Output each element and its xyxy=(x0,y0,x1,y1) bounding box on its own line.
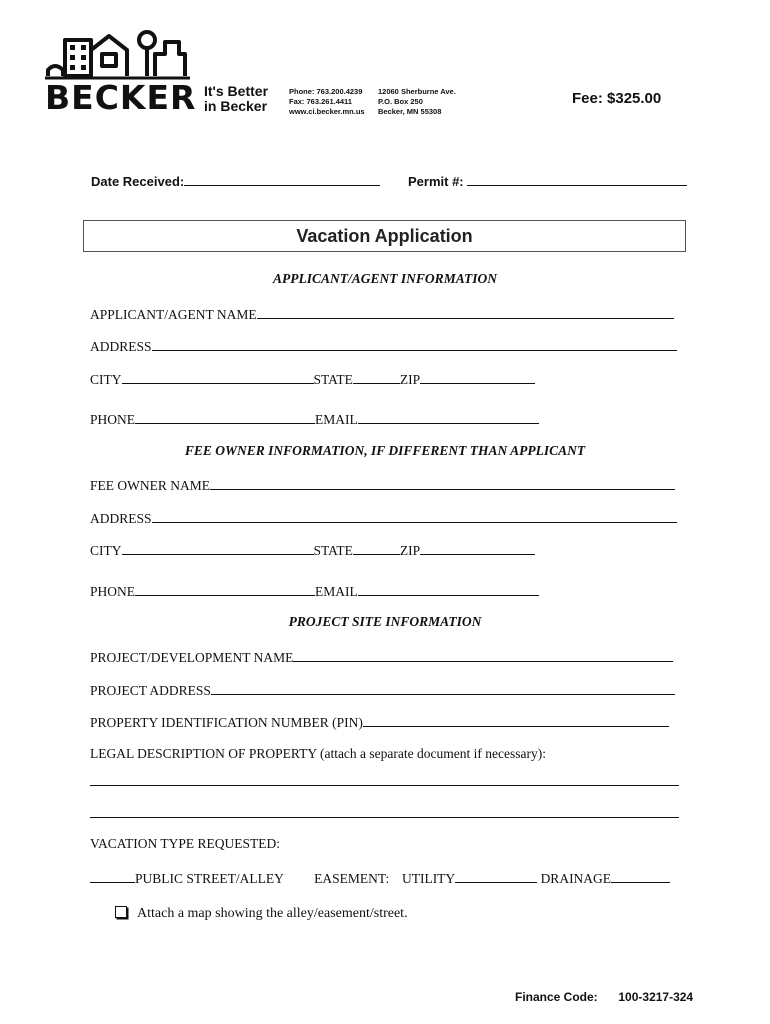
fee-owner-state-field[interactable] xyxy=(353,541,400,555)
applicant-address-label: ADDRESS xyxy=(90,339,152,354)
fee-owner-address-field[interactable] xyxy=(152,509,677,523)
legal-description-row xyxy=(90,746,546,762)
fee-owner-city-field[interactable] xyxy=(122,541,314,555)
fee-owner-name-field[interactable] xyxy=(210,476,675,490)
finance-code-row xyxy=(515,990,693,1004)
project-name-field[interactable] xyxy=(293,648,673,662)
vacation-type-row xyxy=(90,836,280,852)
becker-logo xyxy=(45,28,195,118)
finance-code-label: Finance Code: xyxy=(515,990,598,1004)
applicant-state-label: STATE xyxy=(313,372,353,387)
fee-owner-city-row xyxy=(90,541,535,559)
drainage-label: DRAINAGE xyxy=(540,871,612,886)
fee-owner-phone-label: PHONE xyxy=(90,584,136,599)
applicant-phone-label: PHONE xyxy=(90,412,136,427)
pin-field[interactable] xyxy=(363,713,669,727)
contact-web: www.ci.becker.mn.us xyxy=(289,107,365,116)
applicant-phone-field[interactable] xyxy=(135,410,315,424)
easement-label: EASEMENT: xyxy=(314,871,390,886)
permit-number-field[interactable] xyxy=(467,172,687,186)
logo-wordmark: BECKER xyxy=(45,78,197,117)
fee-owner-email-field[interactable] xyxy=(358,582,539,596)
contact-block-right xyxy=(378,87,456,117)
applicant-zip-field[interactable] xyxy=(420,370,535,384)
drainage-field[interactable] xyxy=(611,869,670,883)
public-street-field[interactable] xyxy=(90,869,135,883)
attach-map-text: Attach a map showing the alley/easement/street. xyxy=(137,906,408,921)
permit-label: Permit #: xyxy=(408,174,464,189)
utility-field[interactable] xyxy=(455,869,537,883)
title-box xyxy=(83,220,686,252)
applicant-phone-row xyxy=(90,410,539,428)
applicant-city-row xyxy=(90,370,535,388)
contact-fax: Fax: 763.261.4411 xyxy=(289,97,352,106)
applicant-address-row xyxy=(90,337,677,355)
utility-label: UTILITY xyxy=(401,871,456,886)
fee-owner-zip-label: ZIP xyxy=(399,543,421,558)
fee-owner-phone-row xyxy=(90,582,539,600)
applicant-address-field[interactable] xyxy=(152,337,677,351)
project-address-field[interactable] xyxy=(211,681,675,695)
tagline-line-1: It's Better xyxy=(204,83,269,99)
contact-city: Becker, MN 55308 xyxy=(378,107,442,116)
applicant-email-label: EMAIL xyxy=(315,412,358,427)
project-name-row xyxy=(90,648,673,666)
pin-row xyxy=(90,713,669,731)
city-skyline-icon xyxy=(45,28,190,80)
fee-owner-address-label: ADDRESS xyxy=(90,511,152,526)
fee-owner-city-label: CITY xyxy=(90,543,122,558)
applicant-city-field[interactable] xyxy=(122,370,314,384)
applicant-name-field[interactable] xyxy=(257,305,674,319)
fee-owner-phone-field[interactable] xyxy=(135,582,315,596)
fee-owner-heading: FEE OWNER INFORMATION, IF DIFFERENT THAN APPLICANT xyxy=(184,443,586,458)
finance-code-value: 100-3217-324 xyxy=(618,990,694,1004)
fee-owner-name-label: FEE OWNER NAME xyxy=(90,478,210,493)
applicant-heading: APPLICANT/AGENT INFORMATION xyxy=(273,271,497,286)
contact-street: 12060 Sherburne Ave. xyxy=(378,87,456,96)
pin-label: PROPERTY IDENTIFICATION NUMBER (PIN) xyxy=(90,715,363,730)
fee-owner-zip-field[interactable] xyxy=(420,541,535,555)
applicant-city-label: CITY xyxy=(90,372,122,387)
legal-description-line-1[interactable] xyxy=(90,785,679,786)
project-heading: PROJECT SITE INFORMATION xyxy=(288,614,482,629)
fee-owner-address-row xyxy=(90,509,677,527)
tagline-line-2: in Becker xyxy=(204,98,268,114)
attach-map-row xyxy=(115,906,408,922)
date-received-field[interactable] xyxy=(184,172,380,186)
permit-row xyxy=(408,172,687,189)
legal-description-line-2[interactable] xyxy=(90,817,679,818)
page-title: Vacation Application xyxy=(296,226,473,246)
project-address-label: PROJECT ADDRESS xyxy=(90,683,211,698)
tagline xyxy=(204,84,268,114)
applicant-zip-label: ZIP xyxy=(399,372,421,387)
checkbox-icon[interactable] xyxy=(115,906,127,918)
vacation-options-row xyxy=(90,869,670,887)
fee-owner-name-row xyxy=(90,476,675,494)
project-address-row xyxy=(90,681,675,699)
fee-owner-state-label: STATE xyxy=(313,543,353,558)
legal-description-label: LEGAL DESCRIPTION OF PROPERTY (attach a separate document if necessary): xyxy=(90,746,546,761)
applicant-name-label: APPLICANT/AGENT NAME xyxy=(90,307,257,322)
applicant-state-field[interactable] xyxy=(353,370,400,384)
applicant-email-field[interactable] xyxy=(358,410,539,424)
vacation-type-label: VACATION TYPE REQUESTED: xyxy=(90,836,281,851)
contact-block-left xyxy=(289,87,365,117)
applicant-name-row xyxy=(90,305,674,323)
date-received-label: Date Received: xyxy=(91,174,185,189)
project-name-label: PROJECT/DEVELOPMENT NAME xyxy=(90,650,294,665)
fee-owner-email-label: EMAIL xyxy=(315,584,358,599)
date-received-row xyxy=(91,172,380,189)
fee-amount: Fee: $325.00 xyxy=(572,90,662,107)
contact-po-box: P.O. Box 250 xyxy=(378,97,423,106)
public-street-label: PUBLIC STREET/ALLEY xyxy=(135,871,284,886)
contact-phone: Phone: 763.200.4239 xyxy=(289,87,363,96)
